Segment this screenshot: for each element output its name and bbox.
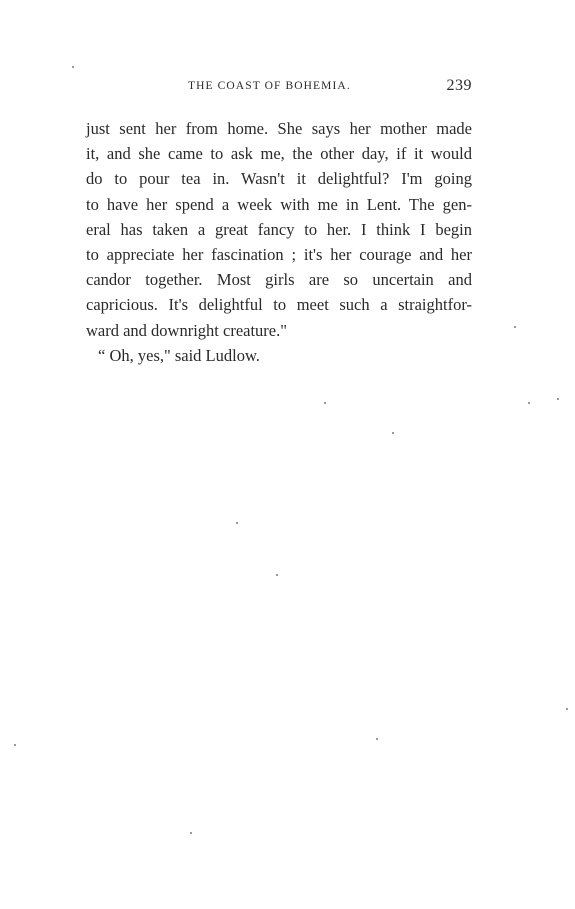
- running-head: [86, 78, 472, 98]
- text-line: it, and she came to ask me, the other day, if it would: [86, 144, 472, 164]
- text-line: capricious. It's delightful to meet such a straightfor-: [86, 295, 472, 315]
- text-line: do to pour tea in. Wasn't it delightful? I'm going: [86, 169, 472, 189]
- scan-speck: [14, 744, 16, 746]
- scan-speck: [528, 402, 530, 404]
- page-number: 239: [446, 77, 472, 94]
- scan-speck: [190, 832, 192, 834]
- scan-speck: [72, 66, 74, 68]
- text-line: just sent her from home. She says her mother made: [86, 119, 472, 138]
- text-line: eral has taken a great fancy to her. I think I begin: [86, 219, 472, 239]
- text-line: to have her spend a week with me in Lent. The gen-: [86, 194, 472, 214]
- text-line: candor together. Most girls are so uncertain and: [86, 270, 472, 290]
- text-line: “ Oh, yes," said Ludlow.: [98, 345, 260, 365]
- running-title: THE COAST OF BOHEMIA.: [188, 80, 351, 92]
- text-line: ward and downright creature.": [86, 320, 287, 340]
- scan-speck: [276, 574, 278, 576]
- scan-speck: [236, 522, 238, 524]
- body-text: [86, 116, 472, 368]
- scan-speck: [376, 738, 378, 740]
- scan-speck: [392, 432, 394, 434]
- scan-speck: [557, 398, 559, 400]
- text-line: to appreciate her fascination ; it's her courage and her: [86, 245, 472, 265]
- scan-speck: [324, 402, 326, 404]
- scan-speck: [514, 326, 516, 328]
- scan-speck: [566, 708, 568, 710]
